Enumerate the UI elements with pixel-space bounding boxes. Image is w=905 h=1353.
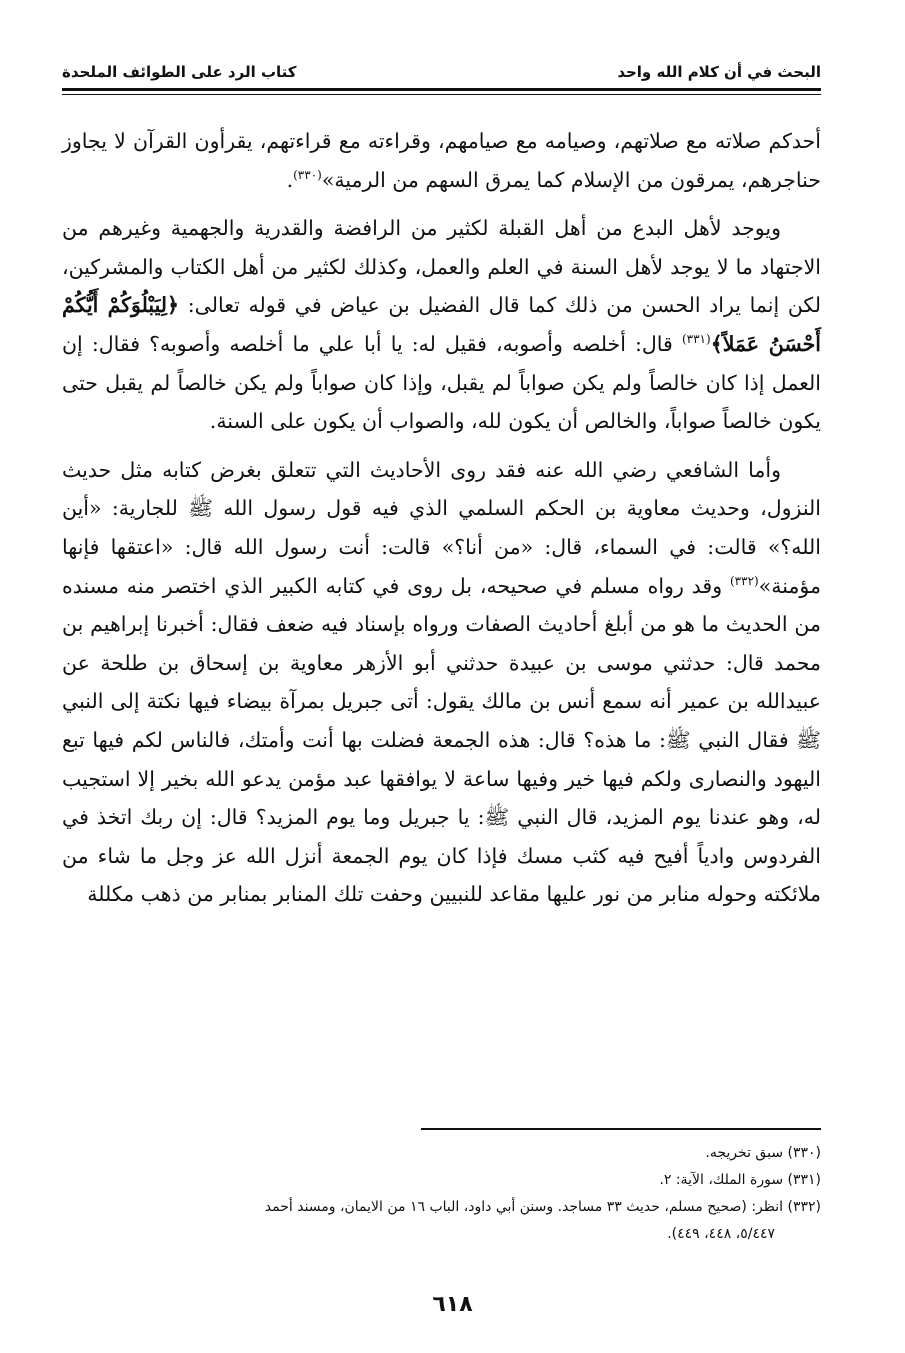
footnotes	[62, 1140, 821, 1248]
paragraph-1-tail: .	[286, 167, 294, 192]
paragraph-2-text-a: ويوجد لأهل البدع من أهل القبلة لكثير من الرافضة والقدرية والجهمية وغيرهم من الاجتهاد ما لا يوجد لأهل السنة في العلم والعمل، وكذلك لكثير من أهل الكتاب والمشركين، لكن إنما يراد الحسن من ذلك كما قال الفضيل بن عياض في قوله تعالى:	[62, 216, 821, 318]
paragraph-1	[62, 122, 821, 199]
header-left-title: كتاب الرد على الطوائف الملحدة	[62, 63, 297, 81]
paragraph-3	[62, 451, 821, 914]
paragraph-2	[62, 209, 821, 441]
paragraph-1-text: أحدكم صلاته مع صلاتهم، وصيامه مع صيامهم، وقراءته مع قراءتهم، يقرأون القرآن لا يجاوز حناجرهم، يمرقون من الإسلام كما يمرق السهم من الرمية»	[62, 129, 821, 192]
footnote-ref-330: (٣٣٠)	[293, 167, 322, 182]
footnote-332-continued: ٥/٤٤٧، ٤٤٨، ٤٤٩).	[667, 1226, 775, 1242]
header-rule-thin	[62, 94, 821, 95]
quran-verse: ﴿لِيَبْلُوَكُمْ أَيُّكُمْ أَحْسَنُ عَمَلاً﴾	[62, 293, 821, 356]
paragraph-3-text-b: وقد رواه مسلم في صحيحه، بل روى في كتابه الكبير الذي اختصر منه مسنده من الحديث ما هو من أبلغ أحاديث الصفات ورواه بإسناد فيه ضعف فقال: أخبرنا إبراهيم بن محمد قال: حدثني موسى بن عبيدة حدثني أبو الأزهر معاوية بن إسحاق بن طلحة عن عبيدالله بن عمير أنه سمع أنس بن مالك يقول: أتى جبريل بمرآة بيضاء فيها نكتة إلى النبي ﷺ فقال النبي ﷺ: ما هذه؟ قال: هذه الجمعة فضلت بها أنت وأمتك، فالناس لكم فيها تبع اليهود والنصارى ولكم فيها خير وفيها ساعة لا يوافقها عبد مؤمن يدعو الله بخير إلا استجيب له، وهو عندنا يوم المزيد، قال النبي ﷺ: يا جبريل وما يوم المزيد؟ قال: إن ربك اتخذ في الفردوس وادياً أفيح فيه كثب مسك فإذا كان يوم الجمعة أنزل الله عز وجل ما شاء من ملائكته وحوله منابر من نور عليها مقاعد للنبيين وحفت تلك المنابر بمنابر من ذهب مكللة	[62, 573, 821, 907]
main-text	[62, 122, 821, 924]
paragraph-3-text-a: وأما الشافعي رضي الله عنه فقد روى الأحاديث التي تتعلق بغرض كتابه مثل حديث النزول، وحديث معاوية بن الحكم السلمي الذي فيه قول رسول الله ﷺ للجارية: «أين الله؟» قالت: في السماء، قال: «من أنا؟» قالت: أنت رسول الله قال: «اعتقها فإنها مؤمنة»	[62, 457, 821, 598]
footnote-331: (٣٣١) سورة الملك، الآية: ٢.	[659, 1172, 821, 1188]
running-header	[62, 60, 821, 84]
footnote-330: (٣٣٠) سبق تخريجه.	[705, 1145, 821, 1161]
footnote-ref-332: (٣٣٢)	[729, 573, 759, 588]
page-number: ٦١٨	[432, 1292, 473, 1317]
paragraph-2-text-b: قال: أخلصه وأصوبه، فقيل له: يا أبا علي ما أخلصه وأصوبه؟ فقال: إن العمل إذا كان خالصاً ولم يكن صواباً لم يقبل، وإذا كان صواباً ولم يكن خالصاً لم يقبل حتى يكون خالصاً صواباً، والخالص أن يكون لله، والصواب أن يكون على السنة.	[62, 331, 821, 434]
footnote-ref-331: (٣٣١)	[681, 332, 711, 347]
header-right-title: البحث في أن كلام الله واحد	[617, 63, 821, 81]
footnote-332: (٣٣٢) انظر: (صحيح مسلم، حديث ٣٣ مساجد. وسنن أبي داود، الباب ١٦ من الايمان، ومسند أحمد	[264, 1199, 821, 1215]
header-rule-thick	[62, 88, 821, 91]
footnote-divider	[421, 1128, 821, 1130]
